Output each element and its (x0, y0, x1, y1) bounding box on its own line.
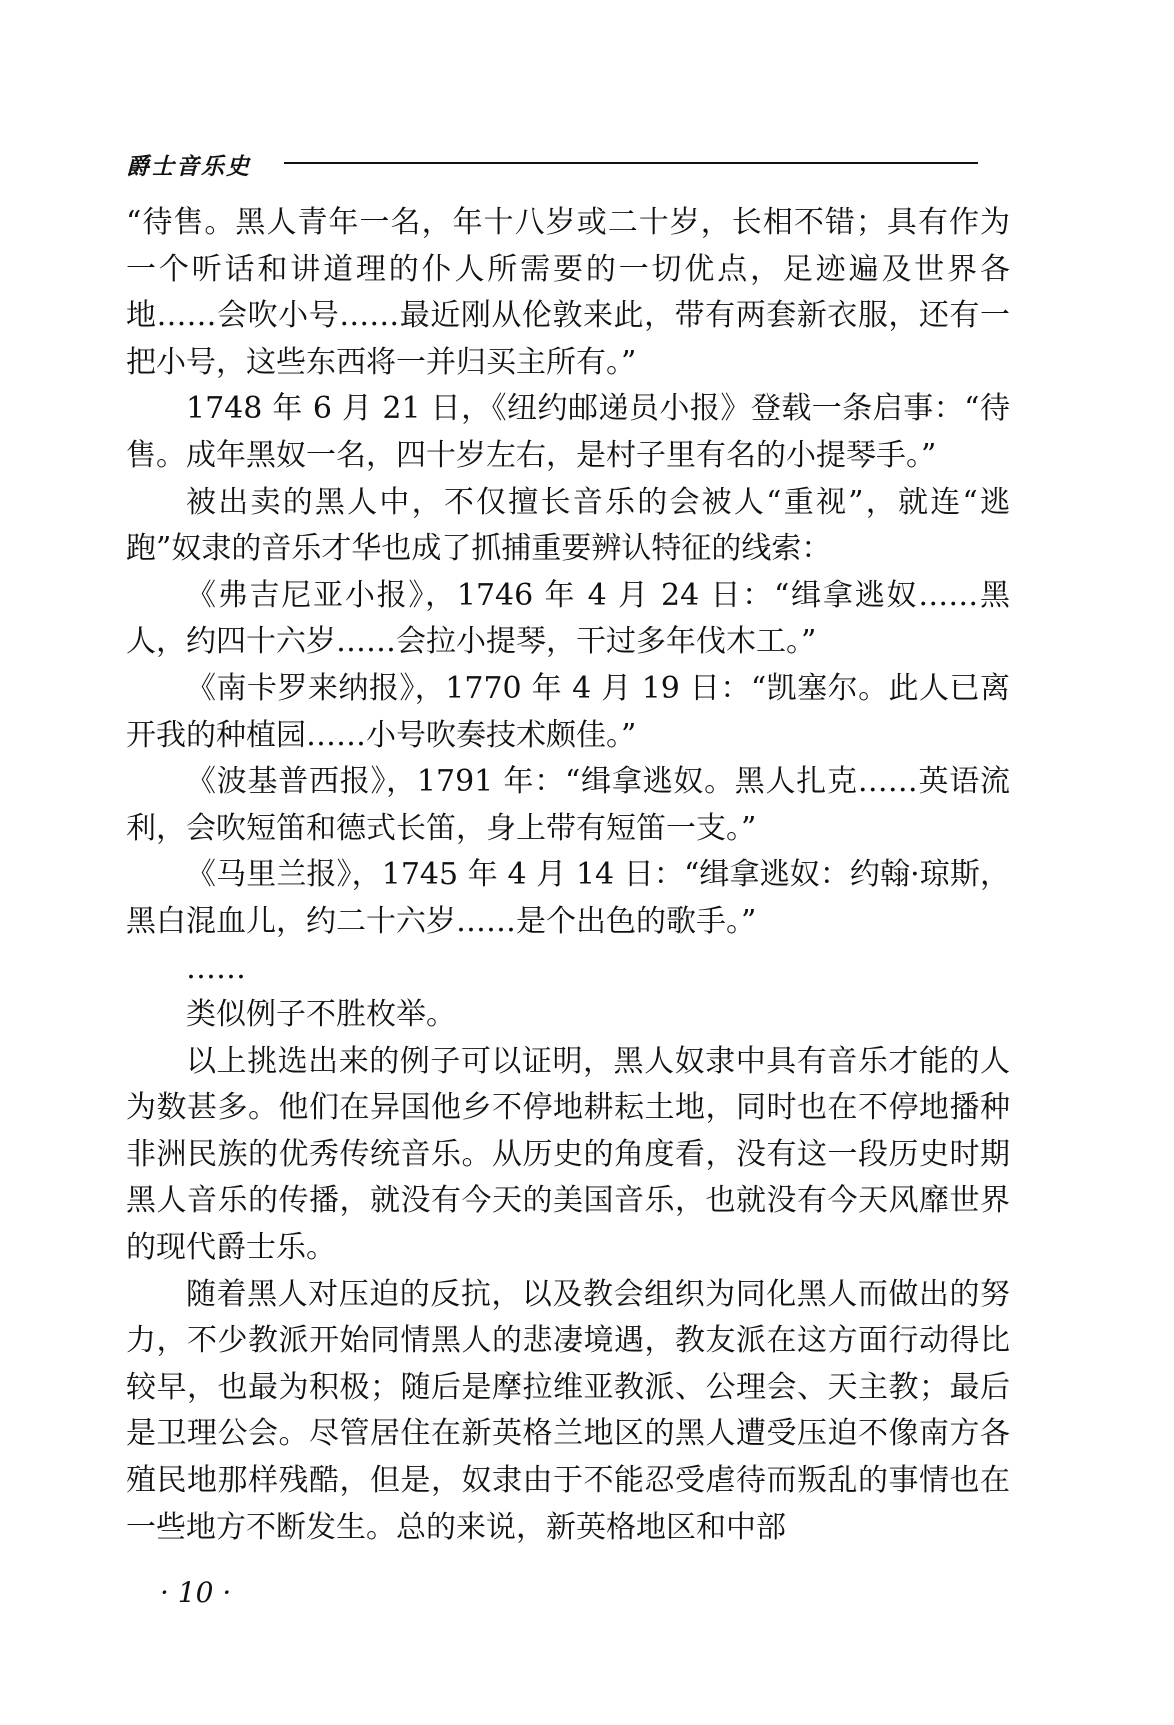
page-number: · 10 · (160, 1576, 232, 1609)
paragraph: “待售。黑人青年一名，年十八岁或二十岁，长相不错；具有作为一个听话和讲道理的仆人所需要的一切优点，足迹遍及世界各地……会吹小号……最近刚从伦敦来此，带有两套新衣服，还有一把小号，这些东西将一并归买主所有。” (126, 205, 1010, 380)
running-header (126, 148, 978, 178)
body-text (126, 200, 1010, 1551)
ellipsis-line: …… (186, 950, 246, 986)
paragraph: 《弗吉尼亚小报》，1746 年 4 月 24 日：“缉拿逃奴……黑人，约四十六岁……会拉小提琴，干过多年伐木工。” (126, 577, 1010, 660)
paragraph: 随着黑人对压迫的反抗，以及教会组织为同化黑人而做出的努力，不少教派开始同情黑人的悲凄境遇，教友派在这方面行动得比较早，也最为积极；随后是摩拉维亚教派、公理会、天主教；最后是卫理公会。尽管居住在新英格兰地区的黑人遭受压迫不像南方各殖民地那样残酷，但是，奴隶由于不能忍受虐待而叛乱的事情也在一些地方不断发生。总的来说，新英格地区和中部 (126, 1276, 1010, 1545)
paragraph: 被出卖的黑人中，不仅擅长音乐的会被人“重视”，就连“逃跑”奴隶的音乐才华也成了抓捕重要辨认特征的线索： (126, 484, 1010, 567)
paragraph: 1748 年 6 月 21 日，《纽约邮递员小报》登载一条启事：“待售。成年黑奴一名，四十岁左右，是村子里有名的小提琴手。” (126, 391, 1010, 473)
header-rule (284, 162, 978, 164)
paragraph: 类似例子不胜枚举。 (186, 997, 456, 1033)
running-title: 爵士音乐史 (126, 153, 251, 180)
paragraph: 《南卡罗来纳报》，1770 年 4 月 19 日：“凯塞尔。此人已离开我的种植园……小号吹奏技术颇佳。” (126, 670, 1010, 753)
paragraph: 以上挑选出来的例子可以证明，黑人奴隶中具有音乐才能的人为数甚多。他们在异国他乡不停地耕耘土地，同时也在不停地播种非洲民族的优秀传统音乐。从历史的角度看，没有这一段历史时期黑人音乐的传播，就没有今天的美国音乐，也就没有今天风靡世界的现代爵士乐。 (126, 1043, 1010, 1266)
paragraph: 《波基普西报》，1791 年：“缉拿逃奴。黑人扎克……英语流利，会吹短笛和德式长笛，身上带有短笛一支。” (126, 764, 1010, 846)
paragraph: 《马里兰报》，1745 年 4 月 14 日：“缉拿逃奴：约翰·琼斯，黑白混血儿，约二十六岁……是个出色的歌手。” (126, 857, 1010, 939)
